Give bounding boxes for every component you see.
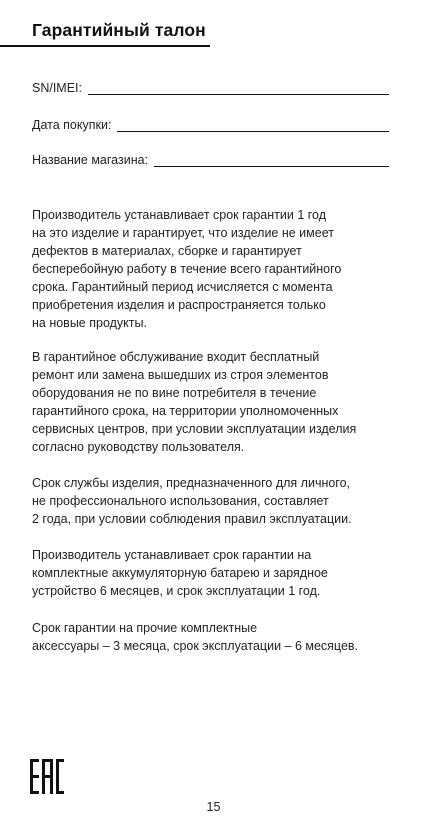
sn-imei-blank-line xyxy=(88,80,389,95)
accessories-warranty-paragraph: Срок гарантии на прочие комплектные аксессуары – 3 месяца, срок эксплуатации – 6 месяцев. xyxy=(32,621,359,653)
store-name-blank-line xyxy=(154,152,389,167)
warranty-service-paragraph: В гарантийное обслуживание входит бесплатный ремонт или замена вышедших из строя элементов оборудования не по вине потребителя в течение гарантийного срока, на территории уполномоченных сервисных центров, при условии эксплуатации изделия согласно руководству пользователя. xyxy=(32,350,357,454)
title-underline xyxy=(0,45,210,47)
eac-certification-logo xyxy=(30,759,64,794)
service-life-paragraph: Срок службы изделия, предназначенного для личного, не профессионального использования, составляет 2 года, при условии соблюдения правил эксплуатации. xyxy=(32,476,352,526)
warranty-term-paragraph: Производитель устанавливает срок гарантии 1 год на это изделие и гарантирует, что изделие не имеет дефектов в материалах, сборке и гарантирует бесперебойную работу в течение всего гарантийного срока. Гарантийный период исчисляется с момента приобретения изделия и распространяется только на новые продукты. xyxy=(32,208,342,330)
battery-warranty-paragraph: Производитель устанавливает срок гарантии на комплектные аккумуляторную батарею и зарядное устройство 6 месяцев, и срок эксплуатации 1 год. xyxy=(32,548,328,598)
store-name-label: Название магазина: xyxy=(32,153,149,167)
page-title: Гарантийный талон xyxy=(32,20,206,40)
page-number: 15 xyxy=(206,800,221,814)
purchase-date-field xyxy=(32,114,389,132)
store-name-field xyxy=(32,149,389,167)
purchase-date-blank-line xyxy=(117,117,389,132)
sn-imei-field xyxy=(32,77,389,95)
sn-imei-label: SN/IMEI: xyxy=(32,81,83,95)
purchase-date-label: Дата покупки: xyxy=(32,118,112,132)
